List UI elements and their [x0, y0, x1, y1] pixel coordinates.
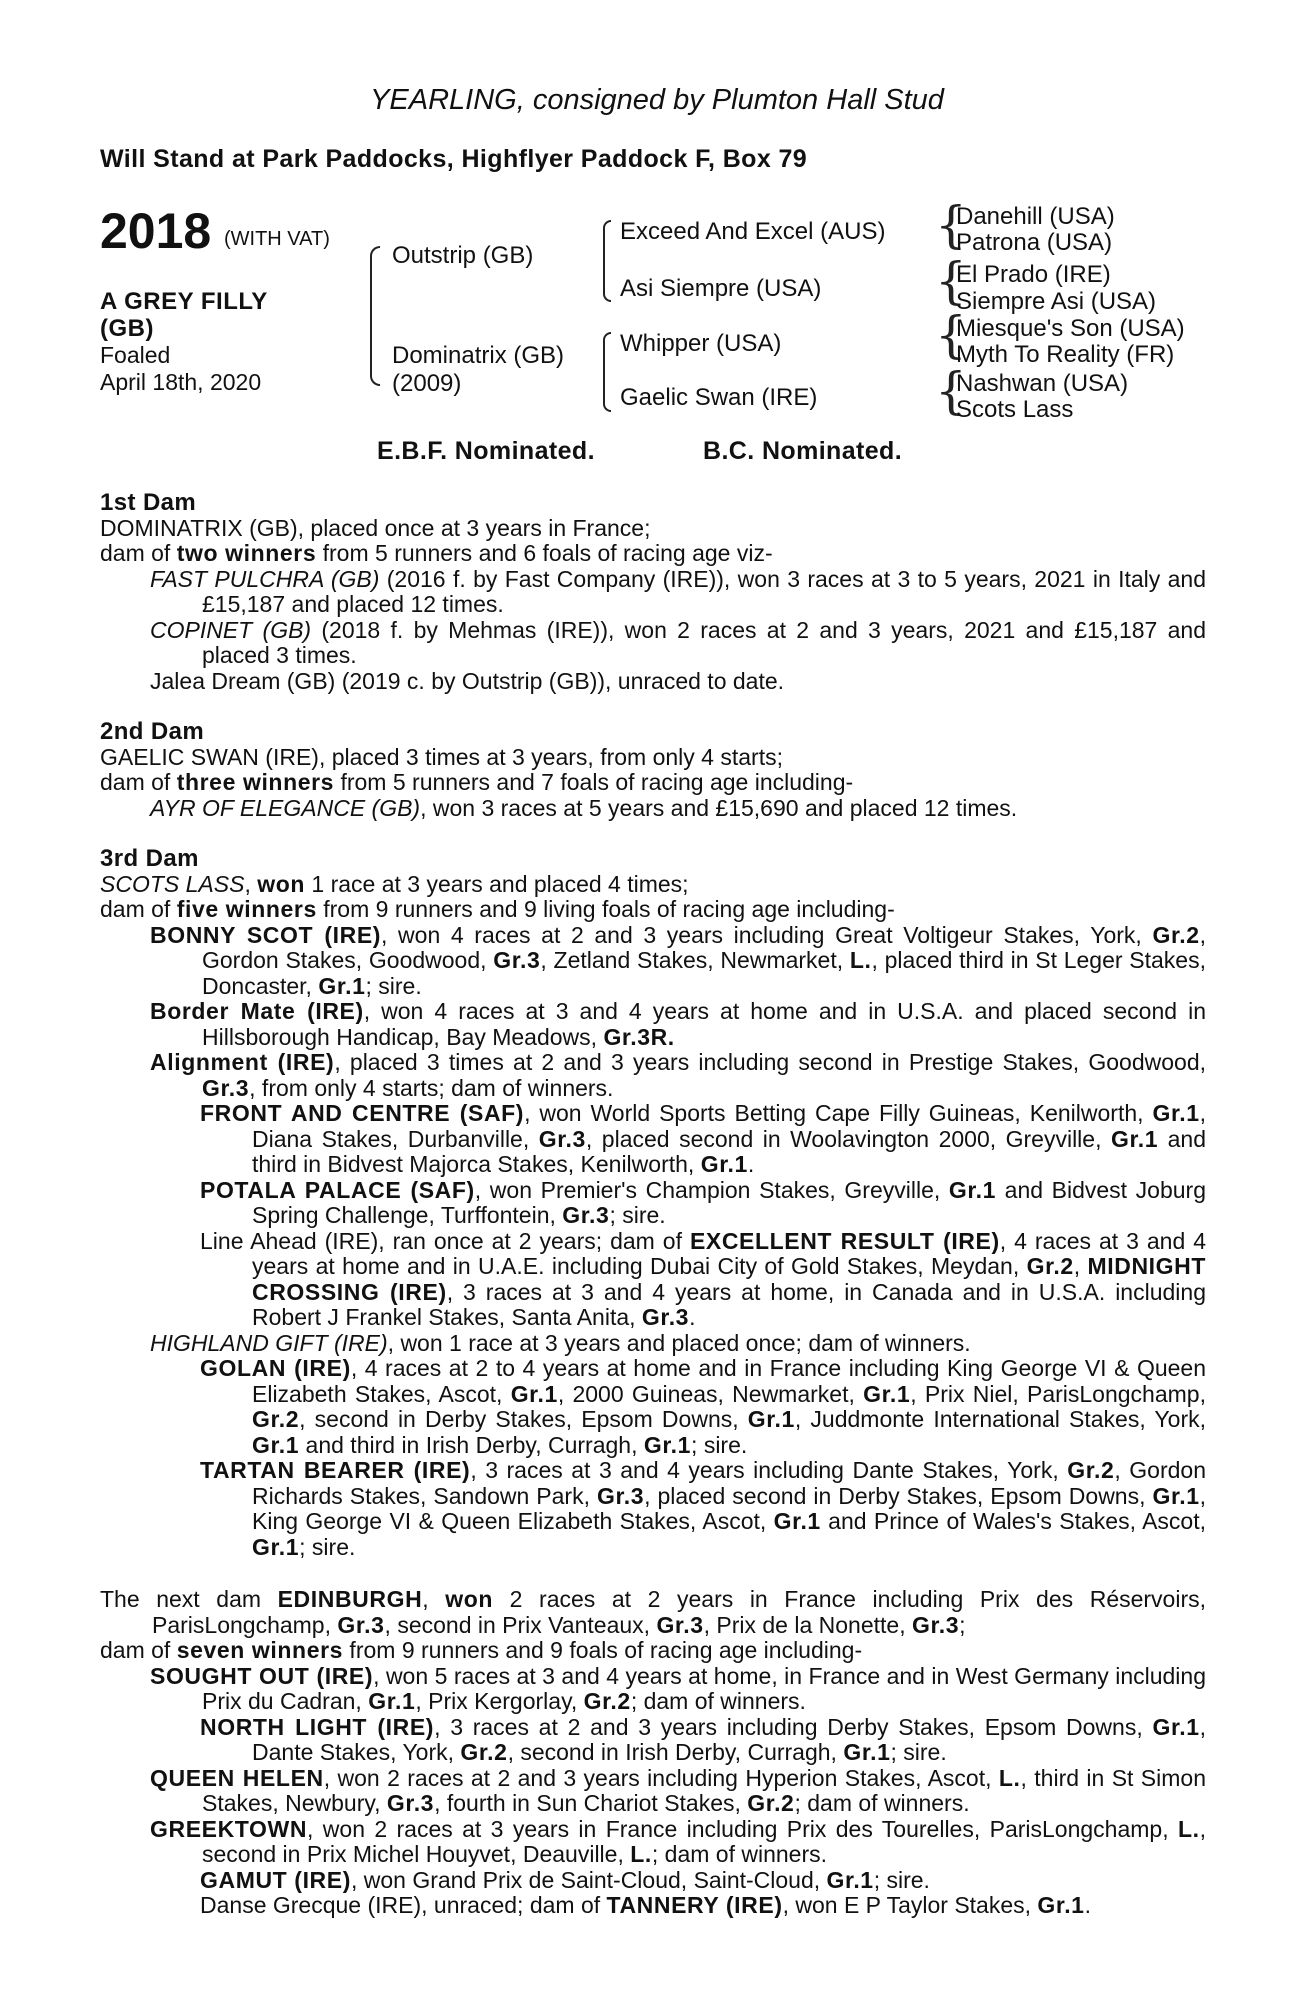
first-dam-heading: 1st Dam [100, 489, 197, 516]
first-dam-line: DOMINATRIX (GB), placed once at 3 years in France; [100, 514, 651, 541]
next-dam-line: The next dam EDINBURGH, won 2 races at 2 years in France including Prix des Réservoirs, ParisLongchamp, Gr.3, second in Prix Vanteaux, Gr.3, Prix de la Nonette, Gr.3; [100, 1586, 1207, 1638]
pedigree-dam-year: (2009) [392, 370, 462, 397]
second-dam-line: GAELIC SWAN (IRE), placed 3 times at 3 years, from only 4 starts; [100, 743, 783, 770]
produce-entry: COPINET (GB) (2018 f. by Mehmas (IRE)), won 2 races at 2 and 3 years, 2021 and £15,187 and placed 3 times. [150, 616, 1207, 668]
produce-entry: GOLAN (IRE), 4 races at 2 to 4 years at home and in France including King George VI & Queen Elizabeth Stakes, Ascot, Gr.1, 2000 Guineas, Newmarket, Gr.1, Prix Niel, ParisLongchamp, Gr.2, second in Derby Stakes, Epsom Downs, Gr.1, Juddmonte International Stakes, York, Gr.1 and third in Irish Derby, Curragh, Gr.1; sire. [200, 1355, 1206, 1458]
pedigree-g7: Nashwan (USA) [956, 370, 1129, 397]
pedigree-g3: El Prado (IRE) [956, 261, 1111, 288]
produce-entry: TARTAN BEARER (IRE), 3 races at 3 and 4 years including Dante Stakes, York, Gr.2, Gordon Richards Stakes, Sandown Park, Gr.3, placed second in Derby Stakes, Epsom Downs, Gr.1, King George VI & Queen Elizabeth Stakes, Ascot, Gr.1 and Prince of Wales's Stakes, Ascot, Gr.1; sire. [200, 1457, 1207, 1560]
stand-location: Will Stand at Park Paddocks, Highflyer Paddock F, Box 79 [100, 145, 808, 173]
pedigree-bracket-sire [603, 220, 611, 302]
pedigree-g5: Miesque's Son (USA) [956, 315, 1185, 342]
consignment-title: YEARLING, consigned by Plumton Hall Stud [370, 84, 944, 116]
produce-entry: Jalea Dream (GB) (2019 c. by Outstrip (GB)), unraced to date. [150, 667, 785, 694]
produce-entry: FAST PULCHRA (GB) (2016 f. by Fast Company (IRE)), won 3 races at 3 to 5 years, 2021 in Italy and £15,187 and placed 12 times. [150, 565, 1206, 617]
bc-nomination: B.C. Nominated. [703, 437, 903, 465]
produce-entry: Danse Grecque (IRE), unraced; dam of TANNERY (IRE), won E P Taylor Stakes, Gr.1. [200, 1892, 1091, 1918]
pedigree-brace-3: { [935, 306, 967, 364]
third-dam-section [100, 846, 1206, 1560]
pedigree-g6: Myth To Reality (FR) [956, 341, 1175, 368]
produce-entry: POTALA PALACE (SAF), won Premier's Champion Stakes, Greyville, Gr.1 and Bidvest Joburg Spring Challenge, Turffontein, Gr.3; sire. [200, 1176, 1207, 1228]
produce-entry: HIGHLAND GIFT (IRE), won 1 race at 3 years and placed once; dam of winners. [150, 1329, 971, 1356]
pedigree-brace-2: { [935, 252, 967, 310]
produce-entry: NORTH LIGHT (IRE), 3 races at 2 and 3 years including Derby Stakes, Epsom Downs, Gr.1, Dante Stakes, York, Gr.2, second in Irish Derby, Curragh, Gr.1; sire. [200, 1713, 1206, 1765]
second-dam-section [100, 719, 1206, 821]
first-dam-produce-line: dam of two winners from 5 runners and 6 foals of racing age viz- [100, 540, 773, 566]
pedigree-sire-sire: Exceed And Excel (AUS) [620, 218, 886, 245]
produce-entry: SOUGHT OUT (IRE), won 5 races at 3 and 4 years at home, in France and in West Germany including Prix du Cadran, Gr.1, Prix Kergorlay, Gr.2; dam of winners. [150, 1662, 1206, 1714]
third-dam-produce-line: dam of five winners from 9 runners and 9 living foals of racing age including- [100, 896, 895, 922]
produce-entry: FRONT AND CENTRE (SAF), won World Sports Betting Cape Filly Guineas, Kenilworth, Gr.1, Diana Stakes, Durbanville, Gr.3, placed second in Woolavington 2000, Greyville, Gr.1 and third in Bidvest Majorca Stakes, Kenilworth, Gr.1. [200, 1100, 1206, 1177]
foaled-date: April 18th, 2020 [100, 369, 262, 395]
pedigree-sire: Outstrip (GB) [392, 242, 534, 269]
pedigree-dam-dam: Gaelic Swan (IRE) [620, 384, 818, 411]
vat-note: (WITH VAT) [224, 228, 330, 250]
pedigree-bracket-dam [603, 332, 611, 412]
produce-entry: Line Ahead (IRE), ran once at 2 years; dam of EXCELLENT RESULT (IRE), 4 races at 3 and 4 years at home and in U.A.E. including Dubai City of Gold Stakes, Meydan, Gr.2, MIDNIGHT CROSSING (IRE), 3 races at 3 and 4 years at home, in Canada and in U.S.A. including Robert J Frankel Stakes, Santa Anita, Gr.3. [200, 1227, 1207, 1330]
pedigree-brace-1: { [935, 196, 967, 254]
pedigree-dam: Dominatrix (GB) [392, 342, 565, 369]
produce-entry: GAMUT (IRE), won Grand Prix de Saint-Cloud, Saint-Cloud, Gr.1; sire. [200, 1866, 930, 1893]
ebf-nomination: E.B.F. Nominated. [377, 437, 595, 465]
second-dam-produce-line: dam of three winners from 5 runners and 7 foals of racing age including- [100, 769, 854, 795]
produce-entry: AYR OF ELEGANCE (GB), won 3 races at 5 years and £15,690 and placed 12 times. [150, 794, 1018, 821]
pedigree-g4: Siempre Asi (USA) [956, 288, 1157, 315]
pedigree-g2: Patrona (USA) [956, 229, 1113, 256]
produce-entry: Alignment (IRE), placed 3 times at 2 and 3 years including second in Prestige Stakes, Goodwood, Gr.3, from only 4 starts; dam of winners. [150, 1049, 1206, 1101]
next-dam-produce-line: dam of seven winners from 9 runners and 9 foals of racing age including- [100, 1637, 863, 1663]
third-dam-line: SCOTS LASS, won 1 race at 3 years and placed 4 times; [100, 870, 689, 897]
pedigree-bracket-main [370, 246, 380, 386]
second-dam-heading: 2nd Dam [100, 718, 205, 745]
produce-entry: GREEKTOWN, won 2 races at 3 years in France including Prix des Tourelles, ParisLongchamp, L., second in Prix Michel Houyvet, Deauville, L.; dam of winners. [150, 1815, 1206, 1867]
lot-year: 2018 [100, 203, 212, 259]
lot-name: A GREY FILLY (GB) [100, 288, 268, 342]
pedigree-sire-dam: Asi Siempre (USA) [620, 275, 822, 302]
pedigree-brace-4: { [935, 362, 967, 420]
next-dam-section [100, 1587, 1206, 1919]
pedigree-dam-sire: Whipper (USA) [620, 330, 782, 357]
third-dam-heading: 3rd Dam [100, 845, 199, 872]
pedigree-g1: Danehill (USA) [956, 203, 1115, 230]
pedigree-g8: Scots Lass [956, 396, 1074, 423]
foaled-label: Foaled [100, 342, 171, 368]
first-dam-section [100, 490, 1206, 694]
produce-entry: QUEEN HELEN, won 2 races at 2 and 3 years including Hyperion Stakes, Ascot, L., third in St Simon Stakes, Newbury, Gr.3, fourth in Sun Chariot Stakes, Gr.2; dam of winners. [150, 1764, 1206, 1816]
produce-entry: BONNY SCOT (IRE), won 4 races at 2 and 3 years including Great Voltigeur Stakes, York, Gr.2, Gordon Stakes, Goodwood, Gr.3, Zetland Stakes, Newmarket, L., placed third in St Leger Stakes, Doncaster, Gr.1; sire. [150, 921, 1206, 999]
foaled-info [100, 342, 261, 396]
produce-entry: Border Mate (IRE), won 4 races at 3 and 4 years at home and in U.S.A. and placed second in Hillsborough Handicap, Bay Meadows, Gr.3R. [150, 998, 1206, 1050]
